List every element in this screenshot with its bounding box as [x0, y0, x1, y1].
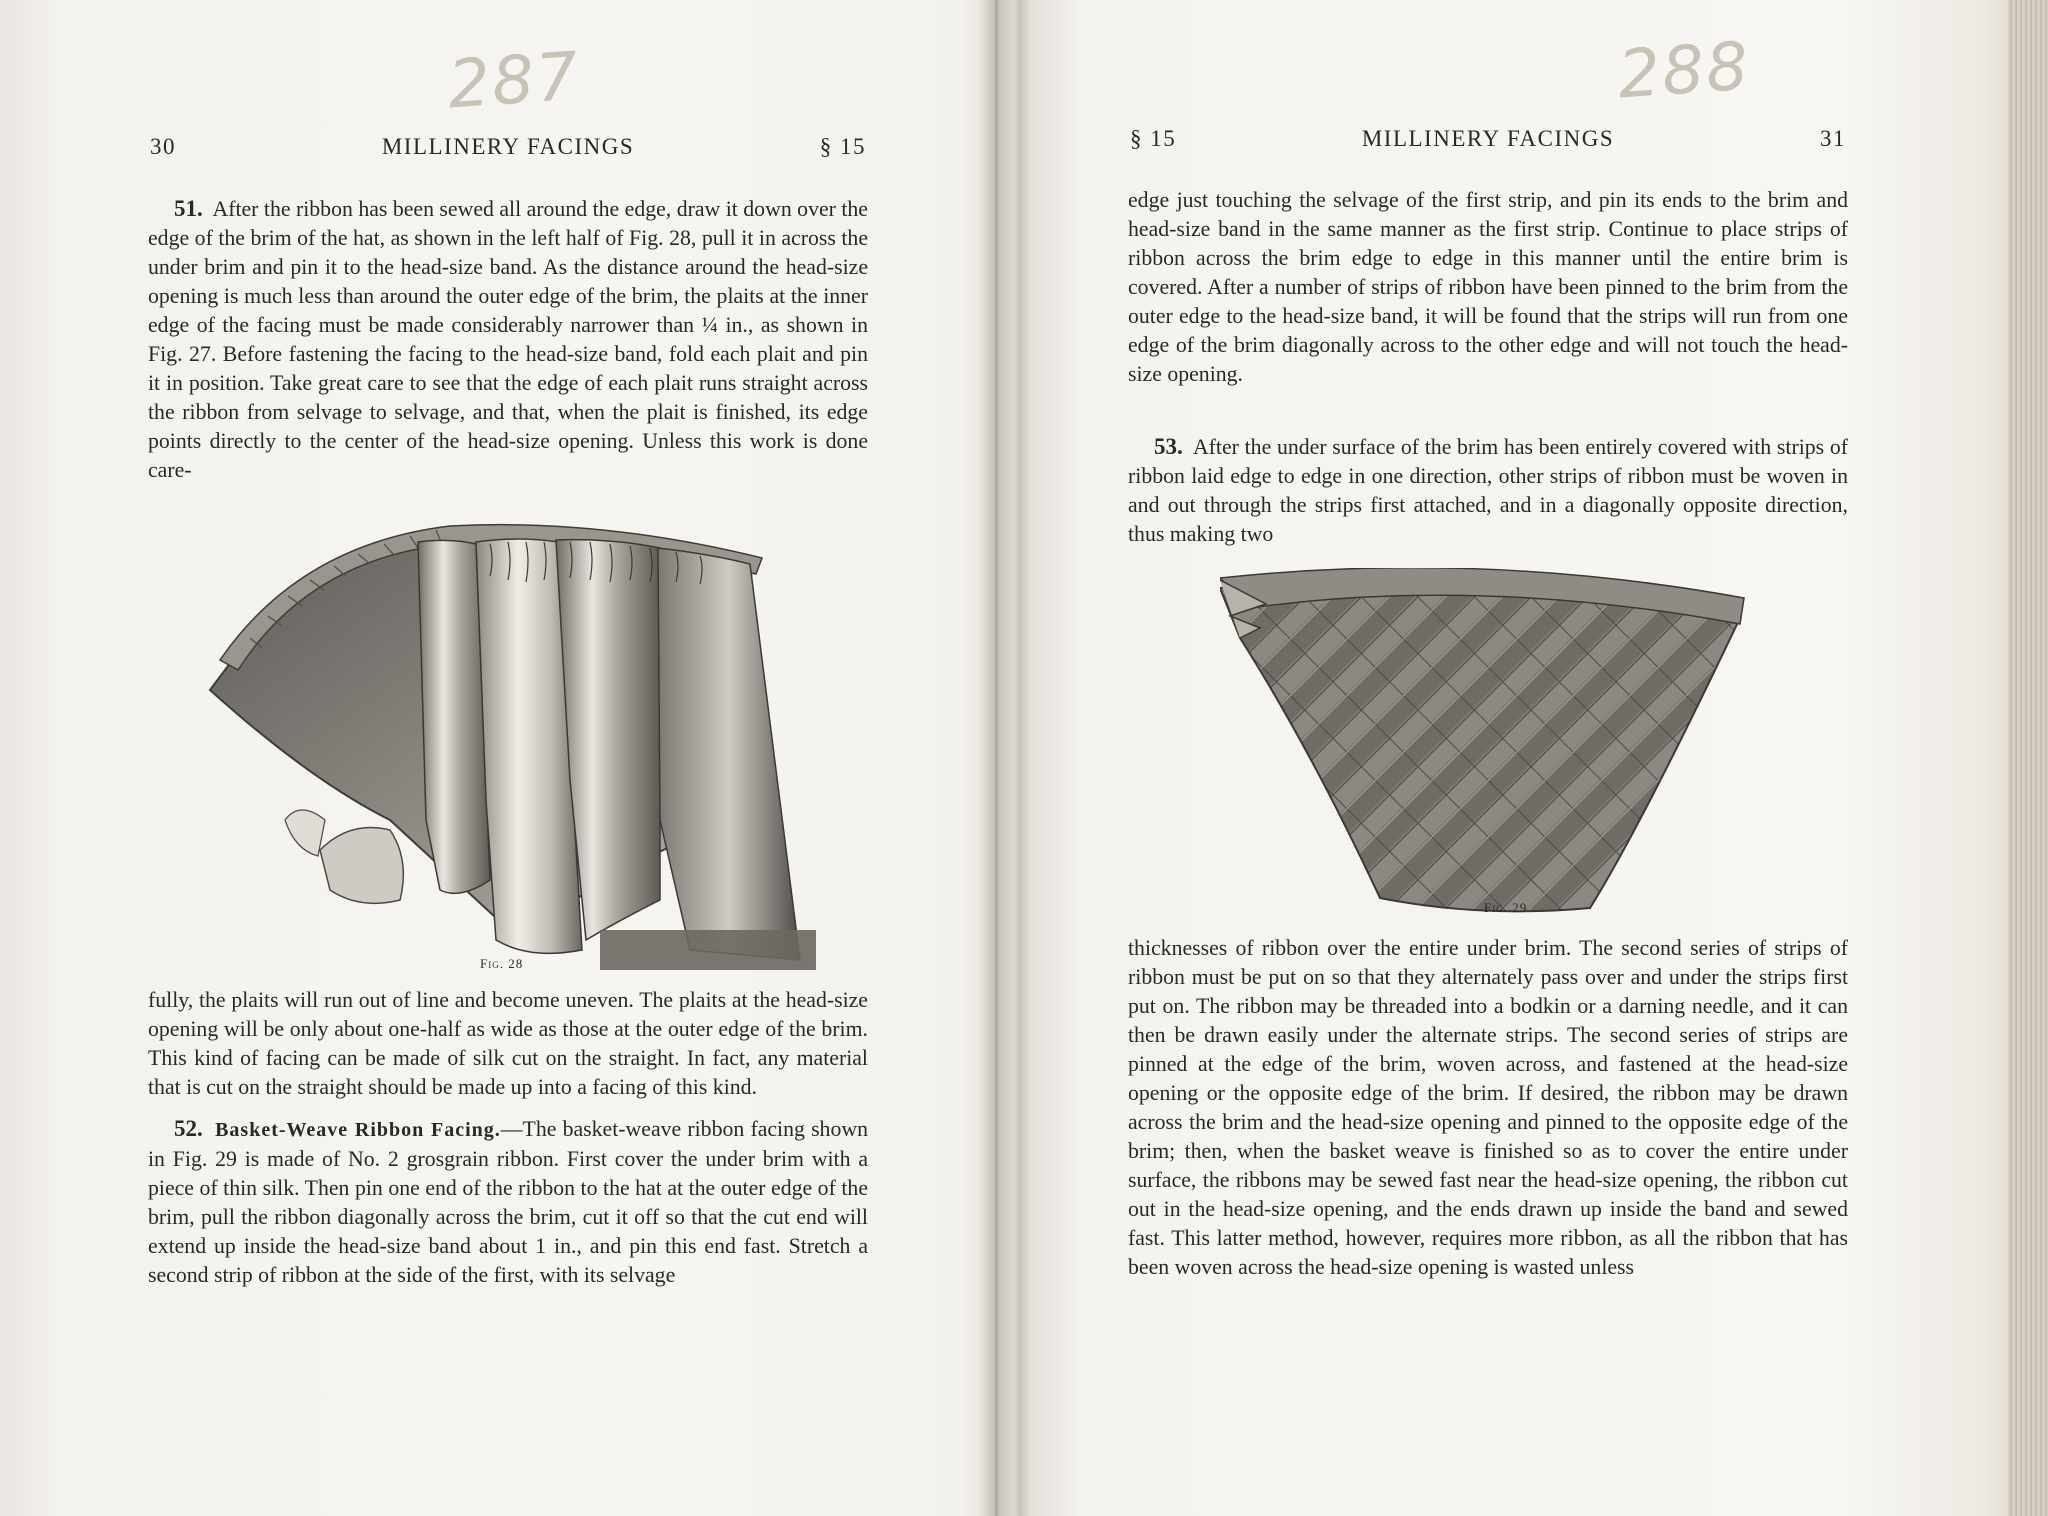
- paragraph-51-continued: fully, the plaits will run out of line and become uneven. The plaits at the head-size opening will be only about one-half as wide as those at the outer edge of the brim. This kind of facing can be made of silk cut on the straight. In fact, any material that is cut on the straight should be made up into a facing of this kind.: [148, 988, 868, 1099]
- pencil-page-note: 288: [1615, 27, 1753, 114]
- running-header: [1128, 126, 1848, 160]
- running-header: [148, 134, 868, 168]
- paragraph-heading: Basket-Weave Ribbon Facing.: [215, 1119, 501, 1141]
- book-gutter: [978, 0, 1014, 1516]
- paragraph-53: [1128, 432, 1848, 549]
- page-number: 31: [1820, 126, 1846, 151]
- text-block: [1128, 432, 1848, 549]
- paragraph-text: After the under surface of the brim has been entirely covered with strips of ribbon laid edge to edge in one direction, other strips of ribbon must be woven in and out through the strips first attached, and in a diagonally opposite direction, thus making two: [1128, 435, 1848, 546]
- text-block: [148, 194, 868, 485]
- paragraph-text: After the ribbon has been sewed all around the edge, draw it down over the edge of the brim of the hat, as shown in the left half of Fig. 28, pull it in across the under brim and pin it to the head-size band. As the distance around the head-size opening is much less than around the outer edge of the brim, the plaits at the inner edge of the facing must be made considerably narrower than ¼ in., as shown in Fig. 27. Before fastening the facing to the head-size band, fold each plait and pin it in position. Take great care to see that the edge of each plait runs straight across the ribbon from selvage to selvage, and that, when the plait is finished, its edge points directly to the center of the head-size opening. Unless this work is done care-: [148, 197, 868, 482]
- paragraph-52: [148, 1114, 868, 1290]
- figure-28-plaited-facing: [190, 520, 816, 970]
- paragraph-number: 51.: [174, 196, 203, 221]
- figure-29-basket-weave-facing: [1220, 568, 1760, 918]
- text-block: [1128, 186, 1848, 389]
- text-block: [148, 986, 868, 1290]
- paragraph-text: —The basket-weave ribbon facing shown in Fig. 29 is made of No. 2 grosgrain ribbon. First cover the under brim with a piece of thin silk. Then pin one end of the ribbon to the hat at the outer edge of the brim, pull the ribbon diagonally across the brim, cut it off so that the cut end will extend up inside the head-size band about 1 in., and pin this end fast. Stretch a second strip of ribbon at the side of the first, with its selvage: [148, 1117, 868, 1287]
- page-edges: [2008, 0, 2048, 1516]
- paragraph-51: [148, 194, 868, 485]
- section-mark: § 15: [819, 134, 866, 159]
- pencil-page-note: 287: [445, 37, 583, 124]
- paragraph-53-continued: thicknesses of ribbon over the entire under brim. The second series of strips of ribbon must be put on so that they alternately pass over and under the strips first put on. The ribbon may be threaded into a bodkin or a darning needle, and it can then be drawn easily under the alternate strips. The second series of strips are pinned at the edge of the brim, woven across, and fastened at the head-size opening or the opposite edge of the brim. If desired, the ribbon may be drawn across the brim and the head-size opening and pinned to the opposite edge of the brim; then, when the basket weave is finished so as to cover the entire under surface, the ribbons may be sewed fast near the head-size opening, the ribbon cut out in the head-size opening, and the ends drawn up inside the band and sewed fast. This latter method, however, requires more ribbon, as all the ribbon that has been woven across the head-size opening is wasted unless: [1128, 936, 1848, 1279]
- figure-29-caption: Fig. 29: [1484, 900, 1528, 915]
- section-mark: § 15: [1130, 126, 1177, 151]
- paragraph-52-continued: edge just touching the selvage of the first strip, and pin its ends to the brim and head-size band in the same manner as the first strip. Continue to place strips of ribbon across the brim edge to edge in this manner until the entire brim is covered. After a number of strips of ribbon have been pinned to the brim from the outer edge to the head-size band, it will be found that the strips will run from one edge of the brim diagonally across to the other edge and will not touch the head-size opening.: [1128, 188, 1848, 386]
- text-block: [1128, 934, 1848, 1282]
- figure-28-caption: Fig. 28: [480, 956, 524, 971]
- running-title: MILLINERY FACINGS: [1361, 126, 1615, 151]
- paragraph-number: 53.: [1154, 434, 1183, 459]
- page-number: 30: [150, 134, 176, 159]
- running-title: MILLINERY FACINGS: [381, 134, 635, 159]
- paragraph-number: 52.: [174, 1116, 203, 1141]
